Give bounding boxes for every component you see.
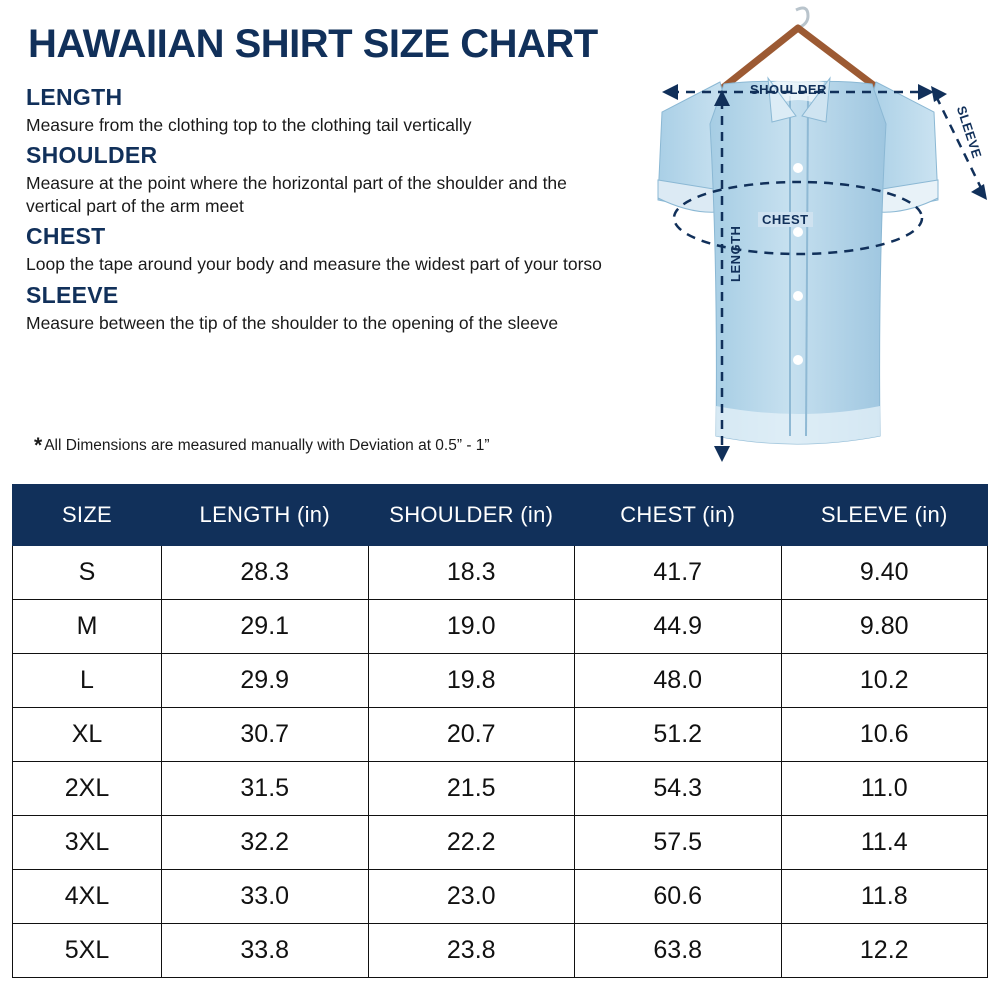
cell-size: S [13,546,162,600]
table-header [13,485,988,546]
cell-sleeve: 10.6 [781,708,988,762]
table-row [13,762,988,816]
label-length: LENGTH [728,225,743,282]
table-header-sleeve: SLEEVE (in) [781,485,988,546]
cell-length: 32.2 [162,816,369,870]
table-body [13,546,988,978]
cell-sleeve: 11.0 [781,762,988,816]
definition-term-shoulder: SHOULDER [26,142,158,169]
cell-length: 33.8 [162,924,369,978]
cell-length: 28.3 [162,546,369,600]
page-title: HAWAIIAN SHIRT SIZE CHART [28,22,598,66]
shirt-illustration [600,0,1000,480]
table-row [13,600,988,654]
shirt-diagram-svg [600,0,1000,480]
table-header-shoulder: SHOULDER (in) [368,485,575,546]
cell-chest: 48.0 [575,654,782,708]
cell-chest: 44.9 [575,600,782,654]
definition-term-sleeve: SLEEVE [26,281,119,308]
table-row [13,546,988,600]
cell-chest: 51.2 [575,708,782,762]
cell-shoulder: 21.5 [368,762,575,816]
size-table-container [12,484,988,978]
cell-shoulder: 23.8 [368,924,575,978]
size-table [12,484,988,978]
cell-sleeve: 9.40 [781,546,988,600]
cell-chest: 57.5 [575,816,782,870]
cell-sleeve: 11.8 [781,870,988,924]
cell-chest: 60.6 [575,870,782,924]
cell-shoulder: 23.0 [368,870,575,924]
cell-length: 31.5 [162,762,369,816]
cell-chest: 63.8 [575,924,782,978]
cell-length: 33.0 [162,870,369,924]
cell-chest: 41.7 [575,546,782,600]
definition-desc-chest: Loop the tape around your body and measure the widest part of your torso [26,254,602,275]
table-row [13,654,988,708]
cell-length: 30.7 [162,708,369,762]
cell-sleeve: 10.2 [781,654,988,708]
definition-term-chest: CHEST [26,223,106,250]
table-header-row [13,485,988,546]
definition-desc-shoulder: Measure at the point where the horizontal part of the shoulder and the vertical part of the arm meet [26,173,567,216]
cell-shoulder: 18.3 [368,546,575,600]
cell-sleeve: 11.4 [781,816,988,870]
cell-length: 29.9 [162,654,369,708]
table-header-chest: CHEST (in) [575,485,782,546]
cell-length: 29.1 [162,600,369,654]
table-row [13,816,988,870]
cell-chest: 54.3 [575,762,782,816]
cell-size: L [13,654,162,708]
cell-sleeve: 12.2 [781,924,988,978]
cell-shoulder: 19.0 [368,600,575,654]
cell-size: XL [13,708,162,762]
label-sleeve: SLEEVE [953,104,985,161]
measurement-definitions [26,84,626,334]
cell-size: 3XL [13,816,162,870]
cell-size: 5XL [13,924,162,978]
deviation-note [34,434,490,458]
table-row [13,924,988,978]
cell-sleeve: 9.80 [781,600,988,654]
cell-shoulder: 19.8 [368,654,575,708]
cell-size: M [13,600,162,654]
definition-term-length: LENGTH [26,84,123,110]
asterisk-icon: * [34,434,43,457]
cell-shoulder: 20.7 [368,708,575,762]
table-row [13,708,988,762]
definition-desc-sleeve: Measure between the tip of the shoulder to the opening of the sleeve [26,312,559,333]
deviation-note-text: All Dimensions are measured manually with Deviation at 0.5” - 1” [44,437,490,454]
label-shoulder: SHOULDER [750,82,827,97]
cell-shoulder: 22.2 [368,816,575,870]
cell-size: 2XL [13,762,162,816]
label-chest: CHEST [758,212,813,227]
table-row [13,870,988,924]
table-header-size: SIZE [13,485,162,546]
definition-desc-length: Measure from the clothing top to the clothing tail vertically [26,115,472,135]
cell-size: 4XL [13,870,162,924]
table-header-length: LENGTH (in) [162,485,369,546]
